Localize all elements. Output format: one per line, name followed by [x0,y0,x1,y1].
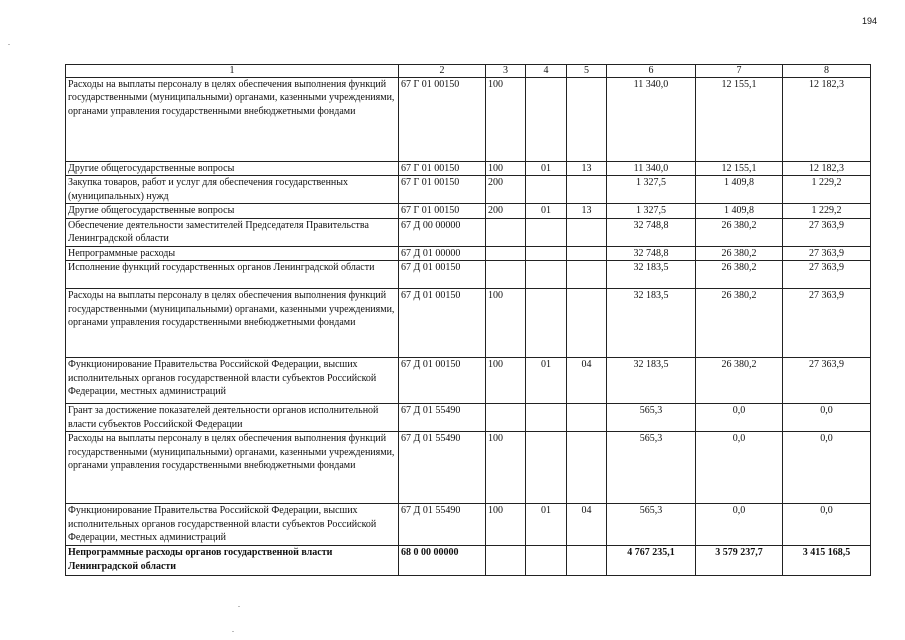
row-col8-cell: 3 415 168,5 [783,546,871,576]
table-row [66,204,871,218]
row-col5-cell [567,404,607,432]
row-col8-cell: 27 363,9 [783,218,871,246]
table-header-row [66,65,871,78]
row-col4-cell [526,546,567,576]
row-col7-cell: 0,0 [696,404,783,432]
row-col5-cell: 13 [567,204,607,218]
scan-speck [8,44,10,45]
row-col4-cell [526,218,567,246]
row-col4-cell: 01 [526,358,567,404]
row-col5-cell [567,78,607,162]
row-code-cell: 67 Д 01 00150 [399,358,486,404]
header-cell: 1 [66,65,399,78]
row-name-cell: Обеспечение деятельности заместителей Председателя Правительства Ленинградской области [66,218,399,246]
row-col5-cell: 04 [567,358,607,404]
row-col5-cell [567,218,607,246]
row-col3-cell: 100 [486,358,526,404]
row-name-cell: Другие общегосударственные вопросы [66,204,399,218]
row-col5-cell [567,432,607,504]
row-col7-cell: 12 155,1 [696,78,783,162]
table-row [66,261,871,289]
row-col3-cell [486,261,526,289]
header-cell: 8 [783,65,871,78]
row-col6-cell: 32 183,5 [607,261,696,289]
row-code-cell: 68 0 00 00000 [399,546,486,576]
row-col3-cell: 100 [486,289,526,358]
table-row [66,289,871,358]
row-name-cell: Расходы на выплаты персоналу в целях обеспечения выполнения функций государственными (муниципальными) органами, казенными учреждениями, органами управления государственными внебюджетными фондами [66,289,399,358]
row-col4-cell [526,246,567,260]
row-col4-cell: 01 [526,504,567,546]
row-col3-cell: 100 [486,78,526,162]
row-col6-cell: 1 327,5 [607,204,696,218]
row-col7-cell: 26 380,2 [696,358,783,404]
row-col3-cell: 100 [486,432,526,504]
row-col3-cell [486,218,526,246]
scan-speck [232,631,234,632]
row-col4-cell: 01 [526,204,567,218]
table-row [66,78,871,162]
row-col8-cell: 12 182,3 [783,78,871,162]
row-name-cell: Исполнение функций государственных органов Ленинградской области [66,261,399,289]
row-code-cell: 67 Д 01 00150 [399,289,486,358]
row-col8-cell: 27 363,9 [783,261,871,289]
row-col6-cell: 1 327,5 [607,176,696,204]
row-col8-cell: 0,0 [783,504,871,546]
row-col5-cell [567,246,607,260]
row-col3-cell: 200 [486,204,526,218]
row-col5-cell: 04 [567,504,607,546]
row-col5-cell [567,261,607,289]
row-col3-cell: 200 [486,176,526,204]
row-col7-cell: 0,0 [696,504,783,546]
row-code-cell: 67 Г 01 00150 [399,78,486,162]
row-code-cell: 67 Д 00 00000 [399,218,486,246]
row-code-cell: 67 Д 01 00000 [399,246,486,260]
row-col4-cell [526,432,567,504]
row-col7-cell: 26 380,2 [696,246,783,260]
row-col4-cell [526,78,567,162]
row-col5-cell [567,176,607,204]
table-row [66,246,871,260]
row-col4-cell [526,404,567,432]
header-cell: 5 [567,65,607,78]
header-cell: 2 [399,65,486,78]
row-col8-cell: 1 229,2 [783,204,871,218]
row-name-cell: Расходы на выплаты персоналу в целях обеспечения выполнения функций государственными (муниципальными) органами, казенными учреждениями, органами управления государственными внебюджетными фондами [66,432,399,504]
row-col4-cell: 01 [526,162,567,176]
table-row-total [66,546,871,576]
table-row [66,504,871,546]
row-code-cell: 67 Г 01 00150 [399,204,486,218]
row-col6-cell: 11 340,0 [607,78,696,162]
row-col6-cell: 565,3 [607,432,696,504]
row-col6-cell: 565,3 [607,504,696,546]
row-col7-cell: 0,0 [696,432,783,504]
row-col8-cell: 27 363,9 [783,246,871,260]
row-col8-cell: 0,0 [783,432,871,504]
row-col7-cell: 26 380,2 [696,261,783,289]
table-row [66,404,871,432]
row-name-cell: Функционирование Правительства Российской Федерации, высших исполнительных органов государственной власти субъектов Российской Федерации, местных администраций [66,358,399,404]
row-col6-cell: 32 183,5 [607,358,696,404]
row-name-cell: Непрограммные расходы [66,246,399,260]
row-code-cell: 67 Г 01 00150 [399,162,486,176]
row-name-cell: Функционирование Правительства Российской Федерации, высших исполнительных органов государственной власти субъектов Российской Федерации, местных администраций [66,504,399,546]
row-col4-cell [526,176,567,204]
row-col3-cell [486,246,526,260]
row-name-cell: Расходы на выплаты персоналу в целях обеспечения выполнения функций государственными (муниципальными) органами, казенными учреждениями, органами управления государственными внебюджетными фондами [66,78,399,162]
row-col6-cell: 565,3 [607,404,696,432]
row-code-cell: 67 Д 01 55490 [399,432,486,504]
header-cell: 6 [607,65,696,78]
row-name-cell: Другие общегосударственные вопросы [66,162,399,176]
row-col6-cell: 32 748,8 [607,218,696,246]
row-col5-cell [567,546,607,576]
row-code-cell: 67 Д 01 55490 [399,404,486,432]
table-row [66,162,871,176]
row-col7-cell: 12 155,1 [696,162,783,176]
row-name-cell: Непрограммные расходы органов государственной власти Ленинградской области [66,546,399,576]
header-cell: 3 [486,65,526,78]
scan-speck [238,606,240,607]
row-col3-cell: 100 [486,162,526,176]
row-col6-cell: 32 748,8 [607,246,696,260]
row-col7-cell: 1 409,8 [696,204,783,218]
budget-table [65,64,871,576]
row-code-cell: 67 Г 01 00150 [399,176,486,204]
table-row [66,432,871,504]
row-col8-cell: 12 182,3 [783,162,871,176]
row-code-cell: 67 Д 01 55490 [399,504,486,546]
row-col7-cell: 26 380,2 [696,218,783,246]
row-name-cell: Грант за достижение показателей деятельности органов исполнительной власти субъектов Российской Федерации [66,404,399,432]
row-col8-cell: 0,0 [783,404,871,432]
row-name-cell: Закупка товаров, работ и услуг для обеспечения государственных (муниципальных) нужд [66,176,399,204]
row-col7-cell: 3 579 237,7 [696,546,783,576]
table-row [66,358,871,404]
row-col3-cell [486,404,526,432]
row-col7-cell: 1 409,8 [696,176,783,204]
row-col5-cell: 13 [567,162,607,176]
row-col8-cell: 27 363,9 [783,289,871,358]
row-col4-cell [526,261,567,289]
row-col7-cell: 26 380,2 [696,289,783,358]
row-col8-cell: 1 229,2 [783,176,871,204]
row-col5-cell [567,289,607,358]
row-col6-cell: 32 183,5 [607,289,696,358]
header-cell: 7 [696,65,783,78]
row-col3-cell [486,546,526,576]
page-number: 194 [861,16,877,26]
row-col3-cell: 100 [486,504,526,546]
table-row [66,218,871,246]
row-col6-cell: 11 340,0 [607,162,696,176]
header-cell: 4 [526,65,567,78]
row-col8-cell: 27 363,9 [783,358,871,404]
row-code-cell: 67 Д 01 00150 [399,261,486,289]
row-col4-cell [526,289,567,358]
table-row [66,176,871,204]
row-col6-cell: 4 767 235,1 [607,546,696,576]
